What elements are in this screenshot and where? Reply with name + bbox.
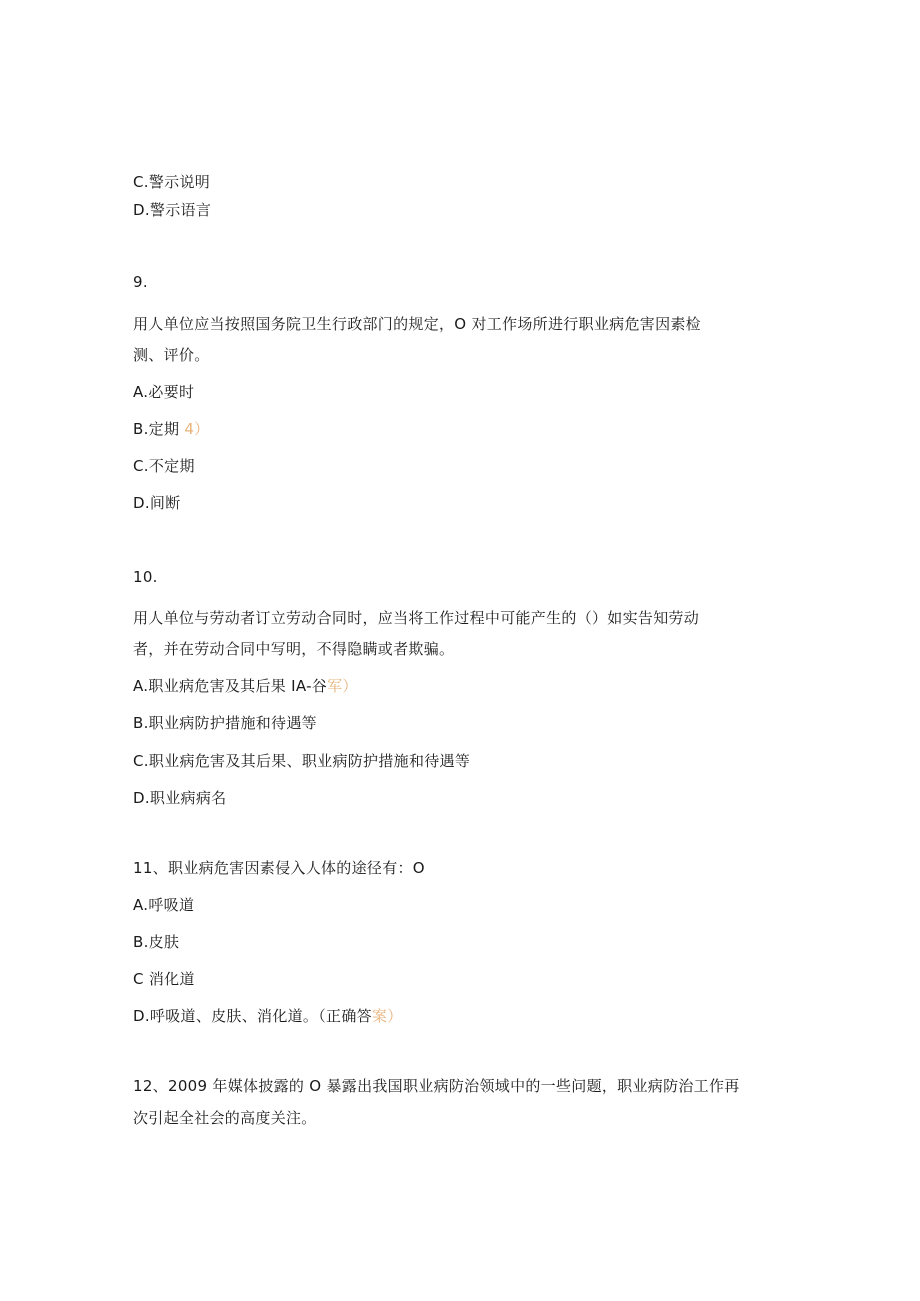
q10-option-a — [133, 676, 358, 696]
q10-stem-line-1: 用人单位与劳动者订立劳动合同时，应当将工作过程中可能产生的（）如实告知劳动 — [133, 609, 700, 627]
q9-number: 9. — [133, 273, 148, 291]
q10-stem-line-2: 者，并在劳动合同中写明，不得隐瞒或者欺骗。 — [133, 640, 455, 658]
q10-option-a-text: A.职业病危害及其后果 IA-谷 — [133, 677, 328, 695]
q9-stem-line-2: 测、评价。 — [133, 346, 210, 364]
q9-option-b-text: B.定期 — [133, 420, 180, 438]
q11-option-d-answer-mark: 案） — [371, 1007, 403, 1025]
q8-option-c: C.警示说明 — [133, 173, 211, 191]
q10-option-a-answer-mark: 军） — [327, 677, 358, 695]
q9-option-d: D.间断 — [133, 494, 181, 512]
q9-option-b-answer-mark: 4） — [184, 420, 210, 438]
q9-stem-line-1: 用人单位应当按照国务院卫生行政部门的规定，O 对工作场所进行职业病危害因素检 — [133, 315, 701, 333]
q10-option-c: C.职业病危害及其后果、职业病防护措施和待遇等 — [133, 752, 471, 770]
q12-stem-line-2: 次引起全社会的高度关注。 — [133, 1109, 317, 1127]
q11-stem: 11、职业病危害因素侵入人体的途径有：O — [133, 859, 425, 877]
q11-option-a: A.呼吸道 — [133, 896, 195, 914]
q10-number: 10. — [133, 568, 158, 586]
q12-stem-line-1: 12、2009 年媒体披露的 O 暴露出我国职业病防治领域中的一些问题，职业病防治工作再 — [133, 1077, 740, 1095]
q10-option-d: D.职业病病名 — [133, 789, 227, 807]
q9-option-b — [133, 419, 210, 439]
q11-option-c: C 消化道 — [133, 970, 195, 988]
q11-option-d-text: D.呼吸道、皮肤、消化道。（正确答 — [133, 1007, 372, 1025]
q8-option-d: D.警示语言 — [133, 201, 212, 219]
q11-option-b: B.皮肤 — [133, 933, 180, 951]
q9-option-a: A.必要时 — [133, 383, 195, 401]
q11-option-d — [133, 1006, 403, 1026]
q9-option-c: C.不定期 — [133, 457, 195, 475]
q10-option-b: B.职业病防护措施和待遇等 — [133, 714, 317, 732]
